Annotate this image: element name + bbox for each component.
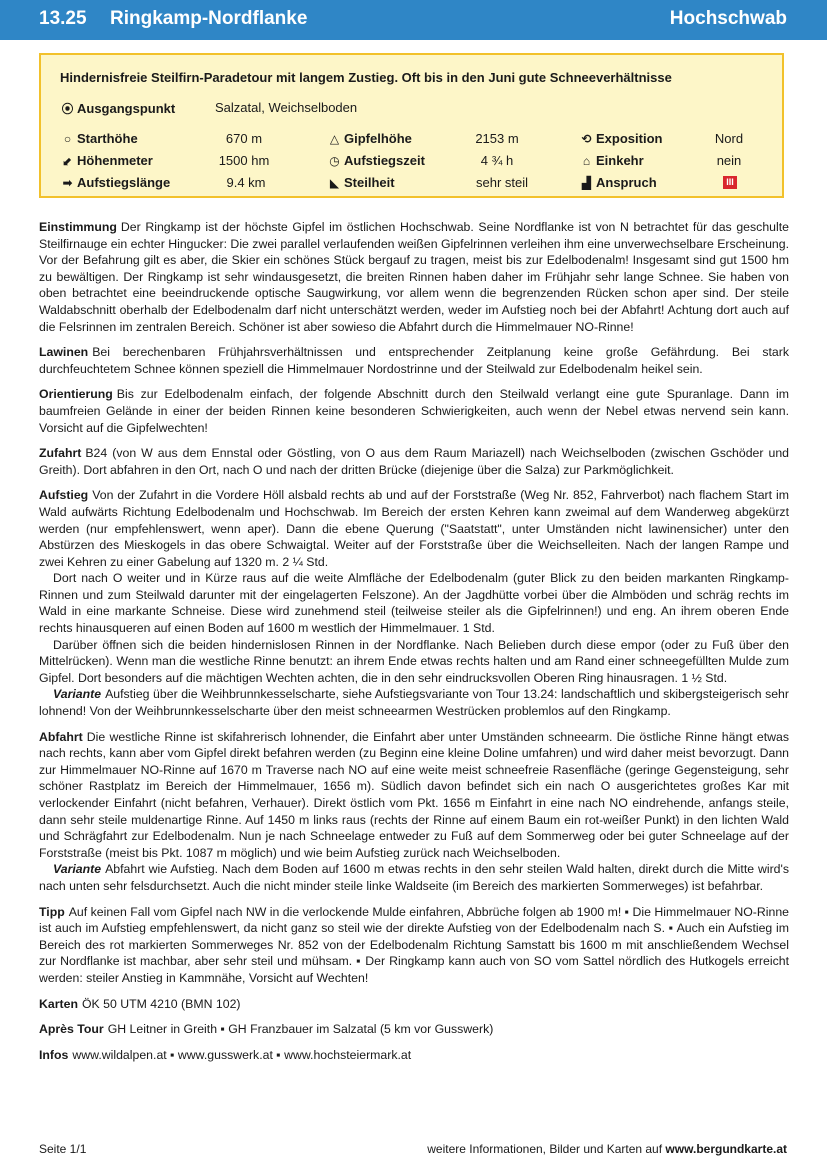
section-lawinen: Lawinen Bei berechenbaren Frühjahrsverhältnissen und entsprechender Zeitplanung keine große Gefährdung. Bei stark durchfeuchtetem Schnee können speziell die Himmelmauer Nordostrinne und der Steilwald zur Edelbodenalm heikel sein. xyxy=(39,345,789,376)
website-link[interactable]: www.bergundkarte.at xyxy=(665,1142,787,1156)
section-aufstieg: Aufstieg Von der Zufahrt in die Vordere Höll alsbald rechts ab und auf der Forststraße (Weg Nr. 852, Fahrverbot) nach flachem Start im Wald aufwärts Richtung Edelbodenalm und Hochschwab. Im Bereich der ersten Kehren kann zweimal auf dem Wanderweg abgekürzt werden (nur empfehlenswert, wenn aper). Dann die ebene Querung ("Saatstatt", unter Umständen nicht lawinensicher) unter den Abstürzen des Mieskogels in das obere Schwaigtal. Weiter auf der Forststraße über die Weichselleiten. Nach der langen Rampe und zwei Kehren zu einer Gabelung auf 1320 m. 2 ¼ Std. xyxy=(39,488,789,569)
tour-info-box xyxy=(39,53,784,198)
start-point-label: ⦿ Ausgangspunkt xyxy=(61,101,176,116)
start-height-value: 670 m xyxy=(225,131,263,146)
footer-note: weitere Informationen, Bilder und Karten auf www.bergundkarte.at xyxy=(427,1142,787,1156)
circle-icon: ○ xyxy=(63,132,72,146)
variante-heading: Variante xyxy=(53,687,102,702)
house-icon: ⌂ xyxy=(582,154,591,168)
triangle-icon: △ xyxy=(329,132,340,146)
page-header xyxy=(0,0,827,40)
section-apres: Après Tour GH Leitner in Greith ▪ GH Franzbauer im Salzatal (5 km vor Gusswerk) xyxy=(39,1022,494,1037)
ascent-length-label: ➡ Aufstiegslänge xyxy=(60,175,170,190)
elevation-gain-value: 1500 hm xyxy=(218,153,270,168)
difficulty-badge: III xyxy=(723,176,737,189)
section-karten: Karten ÖK 50 UTM 4210 (BMN 102) xyxy=(39,996,241,1011)
tour-title: Ringkamp-Nordflanke xyxy=(110,8,308,29)
clock-icon: ◷ xyxy=(329,154,340,168)
ascent-time-label: ◷ Aufstiegszeit xyxy=(327,153,425,168)
aufstieg-paragraph-2: Dort nach O weiter und in Kürze raus auf die weite Almfläche der Edelbodenalm (guter Blick zu den beiden markanten Ringkamp-Rinnen und zum Steilwald darunter mit der eingelagerten Felszone). An der Jagdhütte vorbei über die Almböden und schräg rechts im Wald in eine markante Schneise. Diese wird zunehmend steil (teilweise steiler als die Gipfelrinnen!) und eng. An ihrem oberen Ende rechts hinausqueren auf einen Boden auf 1600 m westlich der Himmelmauer. 1 Std. xyxy=(39,571,789,636)
steepness-label: ◣ Steilheit xyxy=(327,175,395,190)
section-einstimmung: Einstimmung Der Ringkamp ist der höchste Gipfel im östlichen Hochschwab. Seine Nordflanke ist von N betrachtet für das geschulte Steilfirnauge ein echter Hingucker: Die zwei parallel verlaufenden weißen Gipfelrinnen verleihen ihm eine unverwechselbare Erscheinung. Vor der Befahrung gilt es aber, die Skier ein schönes Stück bergauf zu tragen, meist bis zur Edelbodenalm! Insgesamt sind gut 1500 hm zu bewältigen. Der Ringkamp ist sehr windausgesetzt, die breiten Rinnen haben daher im Frühjahr sehr lange Schnee. Sie haben von oben betrachtet eine beeindruckende optische Saugwirkung, vor allem wenn die begrenzenden Rücken schon aper sind. Der steile Waldabschnitt oberhalb der Edelbodenalm darf nicht unterschätzt werden, weder im Aufstieg noch bei der Abfahrt! Achtung dort auch auf die Felsrinnen im zentralen Bereich. Schöner ist aber sowieso die Abfahrt durch die Himmelmauer NO-Rinne! xyxy=(39,220,789,334)
difficulty-label: ▟ Anspruch xyxy=(579,175,657,190)
ascent-length-value: 9.4 km xyxy=(226,175,266,190)
slope-icon: ◣ xyxy=(329,176,340,190)
section-heading: Abfahrt xyxy=(39,729,83,744)
aufstieg-variante: Variante Aufstieg über die Weihbrunnkesselscharte, siehe Aufstiegsvariante von Tour 13.24: landschaftlich und skibergsteigerisch sehr lohnend! Von der Weihbrunnkesselscharte über den meist schneearmen Westrücken problemlos auf den Ringkamp. xyxy=(39,687,789,719)
section-zufahrt: Zufahrt B24 (von W aus dem Ennstal oder Göstling, von O aus dem Raum Mariazell) nach Weichselboden (zwischen Gschöder und Greith). Dort abfahren in den Ort, nach O und nach der dritten Brücke (diejenige über die Salza) zur Parkmöglichkeit. xyxy=(39,446,789,477)
section-heading: Karten xyxy=(39,996,78,1011)
ascent-time-value: 4 ¾ h xyxy=(480,153,514,168)
exposure-label: ⟲ Exposition xyxy=(579,131,662,146)
elevation-icon: ⬋ xyxy=(62,154,73,168)
compass-icon: ⟲ xyxy=(581,132,592,146)
section-heading: Einstimmung xyxy=(39,220,117,234)
bars-icon: ▟ xyxy=(581,176,592,190)
section-infos xyxy=(39,1047,789,1064)
tour-description xyxy=(39,219,789,1072)
aufstieg-paragraph-3: Darüber öffnen sich die beiden hindernislosen Rinnen in der Nordflanke. Nach Belieben durch diese empor (oder zu Fuß über den Mittelrücken). Wenn man die westliche Rinne benutzt: an ihrem Ende etwas rechts halten und am Rand einer schneegefüllten Mulde zum Gipfel. Dort besonders auf die mächtigen Wechten achten, die in den sehr eindrucksvollen Oberen Ring hinausragen. 1 ½ Std. xyxy=(39,637,789,685)
arrow-right-icon: ➡ xyxy=(62,176,73,190)
section-tipp: Tipp Auf keinen Fall vom Gipfel nach NW in die verlockende Mulde einfahren, Abbrüche folgen ab 1900 m! ▪ Die Himmelmauer NO-Rinne ist auch im Aufstieg empfehlenswert, da nicht ganz so steil wie der direkte Aufstieg von der Edelbodenalm nach S. ▪ Auch ein Aufstieg im Bereich des rot markierten Sommerweges Nr. 852 von der Edelbodenalm Richtung Samstatt bis 1600 m mit anschließendem Wechsel zur Nordflanke ist machbar, aber sehr steil und mühsam. ▪ Der Ringkamp kann auch von SO vom Sattel nördlich des Hutkogels erreicht werden: steiler Anstieg in Kammnähe, Vorsicht auf Wechten! xyxy=(39,904,789,985)
section-orientierung: Orientierung Bis zur Edelbodenalm einfach, der folgende Abschnitt durch den Steilwald verlangt eine gute Spuranlage. Dann im baumfreien Gelände in einer der beiden Rinnen keine besonderen Schwierigkeiten, auch wenn der Nebel etwas nervend sein kann. Vorsicht auf die Gipfelwechten! xyxy=(39,387,789,435)
section-abfahrt: Abfahrt Die westliche Rinne ist skifahrerisch lohnender, die Einfahrt aber unter Umständen schneearm. Die östliche Rinne hängt etwas nach rechts, kann aber vom Gipfel direkt befahren werden (zu Beginn eine kleine Doline umfahren) und wird daher meist bevorzugt. Dann zur Himmelmauer NO-Rinne auf 1670 m Traverse nach NO auf eine weite meist schneefreie Rasenfläche (geringe Gegensteigung, sehr schöner Rastplatz im Bereich der Himmelmauer, 1656 m). Südlich davon befindet sich ein nach O ausgerichtetes großes Kar mit verlockender Einfahrt (nicht befahren, Verhauer). Direkt östlich vom Pkt. 1656 m Einfahrt in eine nach NO eindrehende, anfangs steile, dann sehr steile muldenartige Rinne. Auf 1450 m links raus (rechts der Rinne auf einem Baum ein rot-weißer Punkt) in den lichten Wald und Schrägfahrt zur Edelbodenalm. Nun je nach Schneelage entweder zu Fuß auf dem Sommerweg oder bei guter Schneelage auf der Forststraße (meist bis Pkt. 1087 m möglich) und wie beim Aufstieg zurück nach Weichselboden. xyxy=(39,729,789,860)
region-name: Hochschwab xyxy=(669,8,787,29)
exposure-value: Nord xyxy=(714,131,744,146)
section-heading: Après Tour xyxy=(39,1022,104,1037)
start-height-label: ○ Starthöhe xyxy=(60,131,138,146)
summit-height-label: △ Gipfelhöhe xyxy=(327,131,412,146)
section-heading: Orientierung xyxy=(39,387,113,402)
section-heading: Tipp xyxy=(39,904,65,919)
target-icon: ⦿ xyxy=(61,102,74,116)
section-heading: Lawinen xyxy=(39,345,89,360)
abfahrt-variante: Variante Abfahrt wie Aufstieg. Nach dem Boden auf 1600 m etwas rechts in den sehr steilen Wald halten, direkt durch die Mitte wird's nach unten sehr felsdurchsetzt. Auch die nicht minder steile linke Waldseite (im Bereich des markierten Sommerweges) ist befahrbar. xyxy=(39,862,789,893)
start-point-value: Salzatal, Weichselboden xyxy=(215,100,358,115)
hut-value: nein xyxy=(716,153,742,168)
elevation-gain-label: ⬋ Höhenmeter xyxy=(60,153,153,168)
summit-height-value: 2153 m xyxy=(475,131,519,146)
section-heading: Zufahrt xyxy=(39,446,82,461)
section-heading: Infos xyxy=(39,1047,69,1062)
page-number: Seite 1/1 xyxy=(39,1142,87,1156)
steepness-value: sehr steil xyxy=(475,175,529,190)
info-links[interactable]: www.wildalpen.at ▪ www.gusswerk.at ▪ www.hochsteiermark.at xyxy=(72,1047,412,1062)
hut-label: ⌂ Einkehr xyxy=(579,153,644,168)
section-heading: Aufstieg xyxy=(39,488,89,503)
variante-heading: Variante xyxy=(53,862,102,877)
tour-number: 13.25 xyxy=(39,8,87,29)
tour-tagline: Hindernisfreie Steilfirn-Paradetour mit langem Zustieg. Oft bis in den Juni gute Schneeverhältnisse xyxy=(60,70,672,85)
